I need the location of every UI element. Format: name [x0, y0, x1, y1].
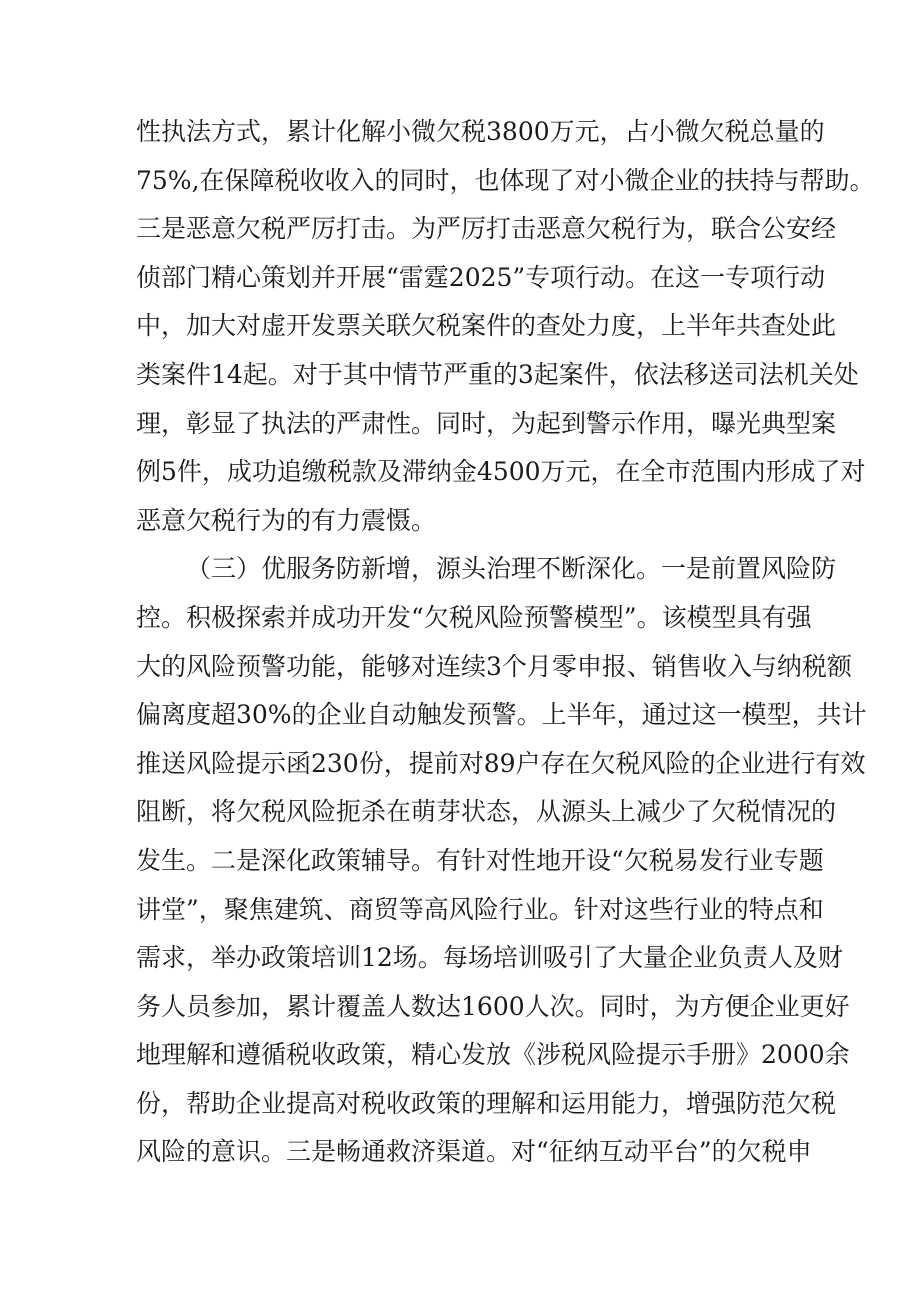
text-line: 地理解和遵循税收政策，精心发放《涉税风险提示手册》2000余 — [136, 1040, 850, 1070]
text-line: 中，加大对虚开发票关联欠税案件的查处力度，上半年共查处此 — [136, 311, 837, 341]
text-line: 侦部门精心策划并开展“雷霆2025”专项行动。在这一专项行动 — [136, 262, 826, 292]
text-line: 发生。二是深化政策辅导。有针对性地开设“欠税易发行业专题 — [136, 845, 824, 875]
text-line: 性执法方式，累计化解小微欠税3800万元，占小微欠税总量的 — [136, 117, 825, 146]
body-text — [136, 108, 875, 1177]
text-line: 类案件14起。对于其中情节严重的3起案件，依法移送司法机关处 — [136, 359, 859, 389]
text-line: 75%,在保障税收收入的同时，也体现了对小微企业的扶持与帮助。 — [136, 165, 875, 195]
text-line: 恶意欠税行为的有力震慑。 — [136, 505, 437, 535]
text-line: 需求，举办政策培训12场。每场培训吸引了大量企业负责人及财 — [136, 943, 843, 973]
text-line: 讲堂”，聚焦建筑、商贸等高风险行业。针对这些行业的特点和 — [136, 894, 824, 924]
text-line: 风险的意识。三是畅通救济渠道。对“征纳互动平台”的欠税申 — [136, 1137, 812, 1167]
paragraph-heading-line: （三）优服务防新增，源头治理不断深化。一是前置风险防 — [186, 554, 837, 584]
text-line: 例5件，成功追缴税款及滞纳金4500万元，在全市范围内形成了对 — [136, 457, 866, 487]
text-line: 控。积极探索并成功开发“欠税风险预警模型”。该模型具有强 — [136, 602, 812, 632]
text-line: 大的风险预警功能，能够对连续3个月零申报、销售收入与纳税额 — [136, 651, 852, 681]
text-line: 阻断，将欠税风险扼杀在萌芽状态，从源头上减少了欠税情况的 — [136, 797, 837, 827]
text-line: 务人员参加，累计覆盖人数达1600人次。同时，为方便企业更好 — [136, 991, 850, 1021]
text-line: 推送风险提示函230份，提前对89户存在欠税风险的企业进行有效 — [136, 748, 866, 778]
text-line: 理，彰显了执法的严肃性。同时，为起到警示作用，曝光典型案 — [136, 408, 837, 438]
text-line: 偏离度超30%的企业自动触发预警。上半年，通过这一模型，共计 — [136, 700, 867, 730]
text-line: 三是恶意欠税严厉打击。为严厉打击恶意欠税行为，联合公安经 — [136, 214, 837, 244]
text-line: 份，帮助企业提高对税收政策的理解和运用能力，增强防范欠税 — [136, 1088, 837, 1118]
